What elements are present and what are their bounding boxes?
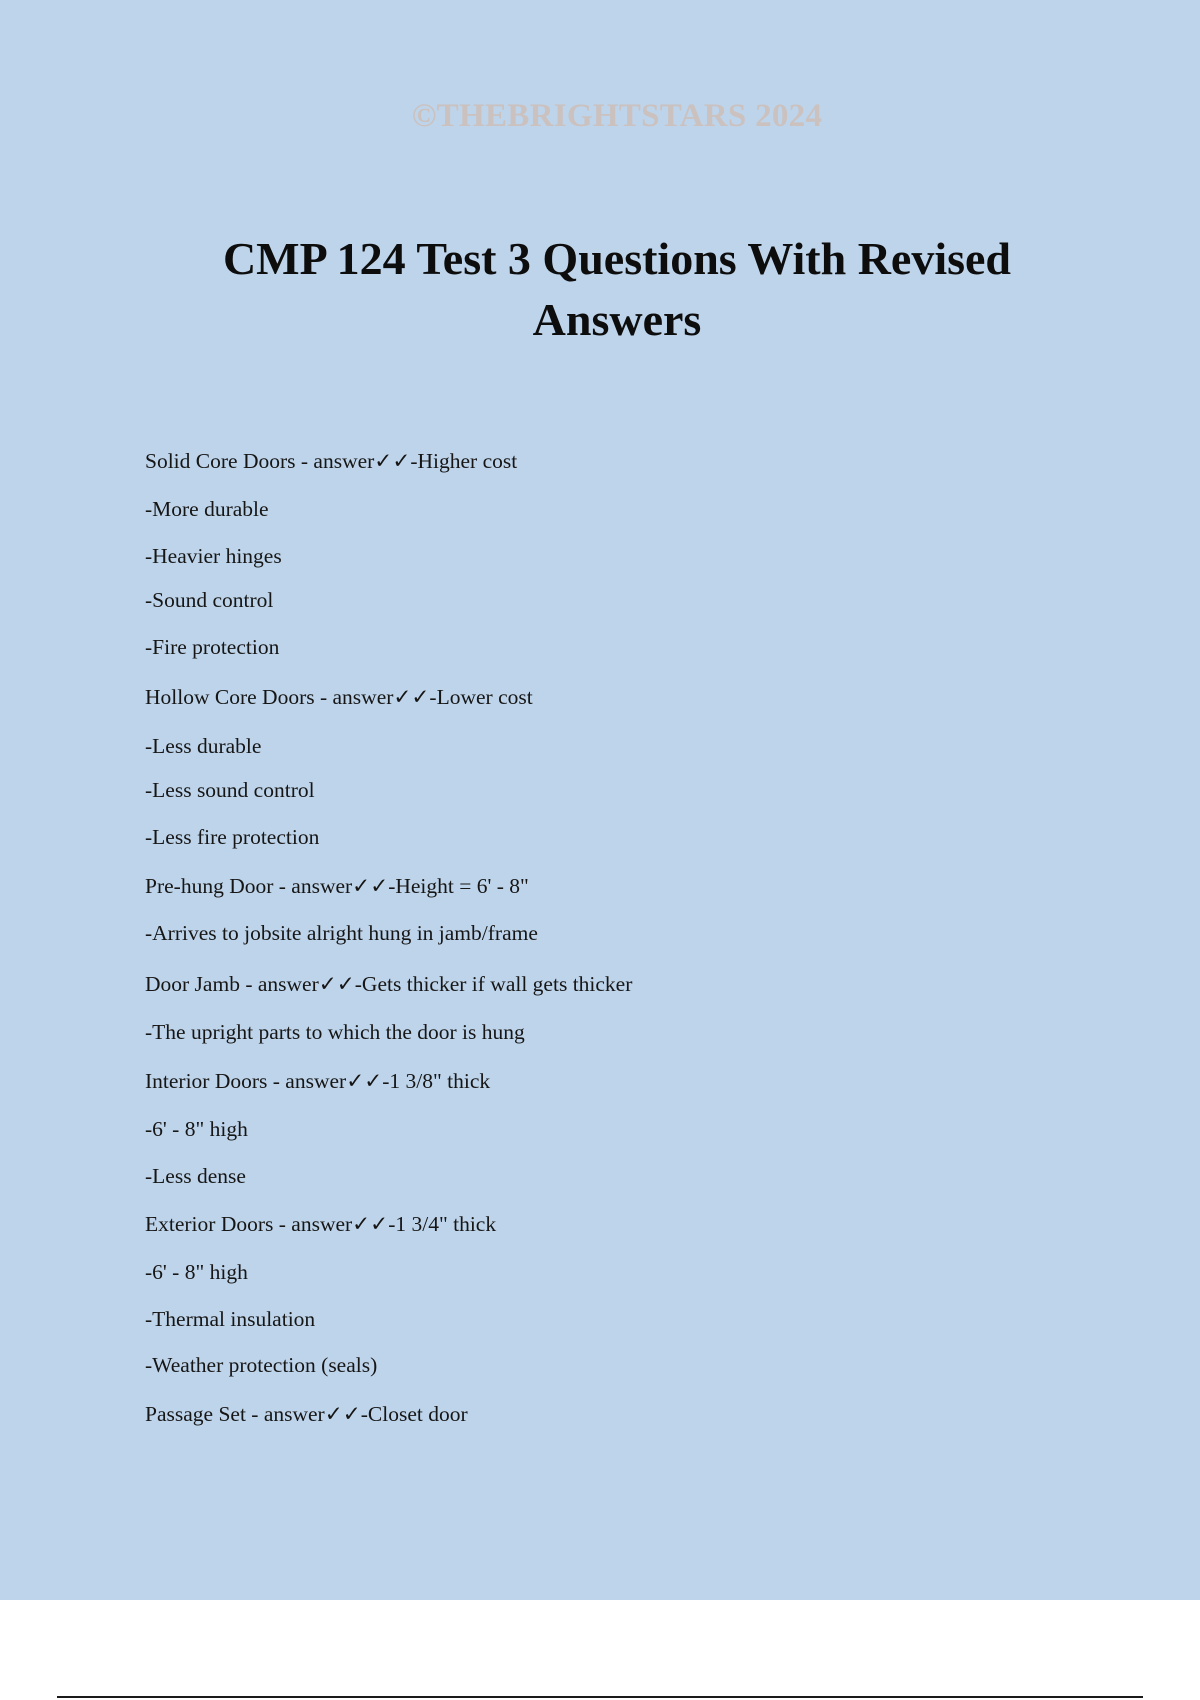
qa-answer-line: -More durable xyxy=(145,497,269,521)
qa-answer-line: -The upright parts to which the door is hung xyxy=(145,1020,525,1044)
qa-answer-line: -Weather protection (seals) xyxy=(145,1353,378,1377)
qa-answer-line: -Heavier hinges xyxy=(145,544,282,568)
qa-answer-line: -Less dense xyxy=(145,1164,246,1188)
qa-answer-line: -Less sound control xyxy=(145,778,315,802)
qa-answer-line: -6' - 8" high xyxy=(145,1117,248,1141)
qa-question-line: Pre-hung Door - answer✓✓-Height = 6' - 8" xyxy=(145,874,529,898)
qa-answer-line: -Thermal insulation xyxy=(145,1307,316,1331)
bottom-divider xyxy=(57,1696,1143,1698)
qa-question-line: Passage Set - answer✓✓-Closet door xyxy=(145,1402,468,1426)
page-title: CMP 124 Test 3 Questions With Revised Answers xyxy=(222,233,1012,345)
qa-list xyxy=(145,0,1045,1600)
qa-question-line: Exterior Doors - answer✓✓-1 3/4" thick xyxy=(145,1212,497,1236)
qa-question-line: Door Jamb - answer✓✓-Gets thicker if wall gets thicker xyxy=(145,972,633,996)
qa-answer-line: -Fire protection xyxy=(145,635,280,659)
qa-question-line: Solid Core Doors - answer✓✓-Higher cost xyxy=(145,449,518,473)
qa-answer-line: -6' - 8" high xyxy=(145,1260,248,1284)
qa-answer-line: -Arrives to jobsite alright hung in jamb/frame xyxy=(145,921,538,945)
qa-answer-line: -Sound control xyxy=(145,588,274,612)
qa-question-line: Interior Doors - answer✓✓-1 3/8" thick xyxy=(145,1069,491,1093)
qa-answer-line: -Less durable xyxy=(145,734,262,758)
qa-question-line: Hollow Core Doors - answer✓✓-Lower cost xyxy=(145,685,533,709)
watermark: ©THEBRIGHTSTARS 2024 xyxy=(411,98,823,134)
qa-answer-line: -Less fire protection xyxy=(145,825,320,849)
